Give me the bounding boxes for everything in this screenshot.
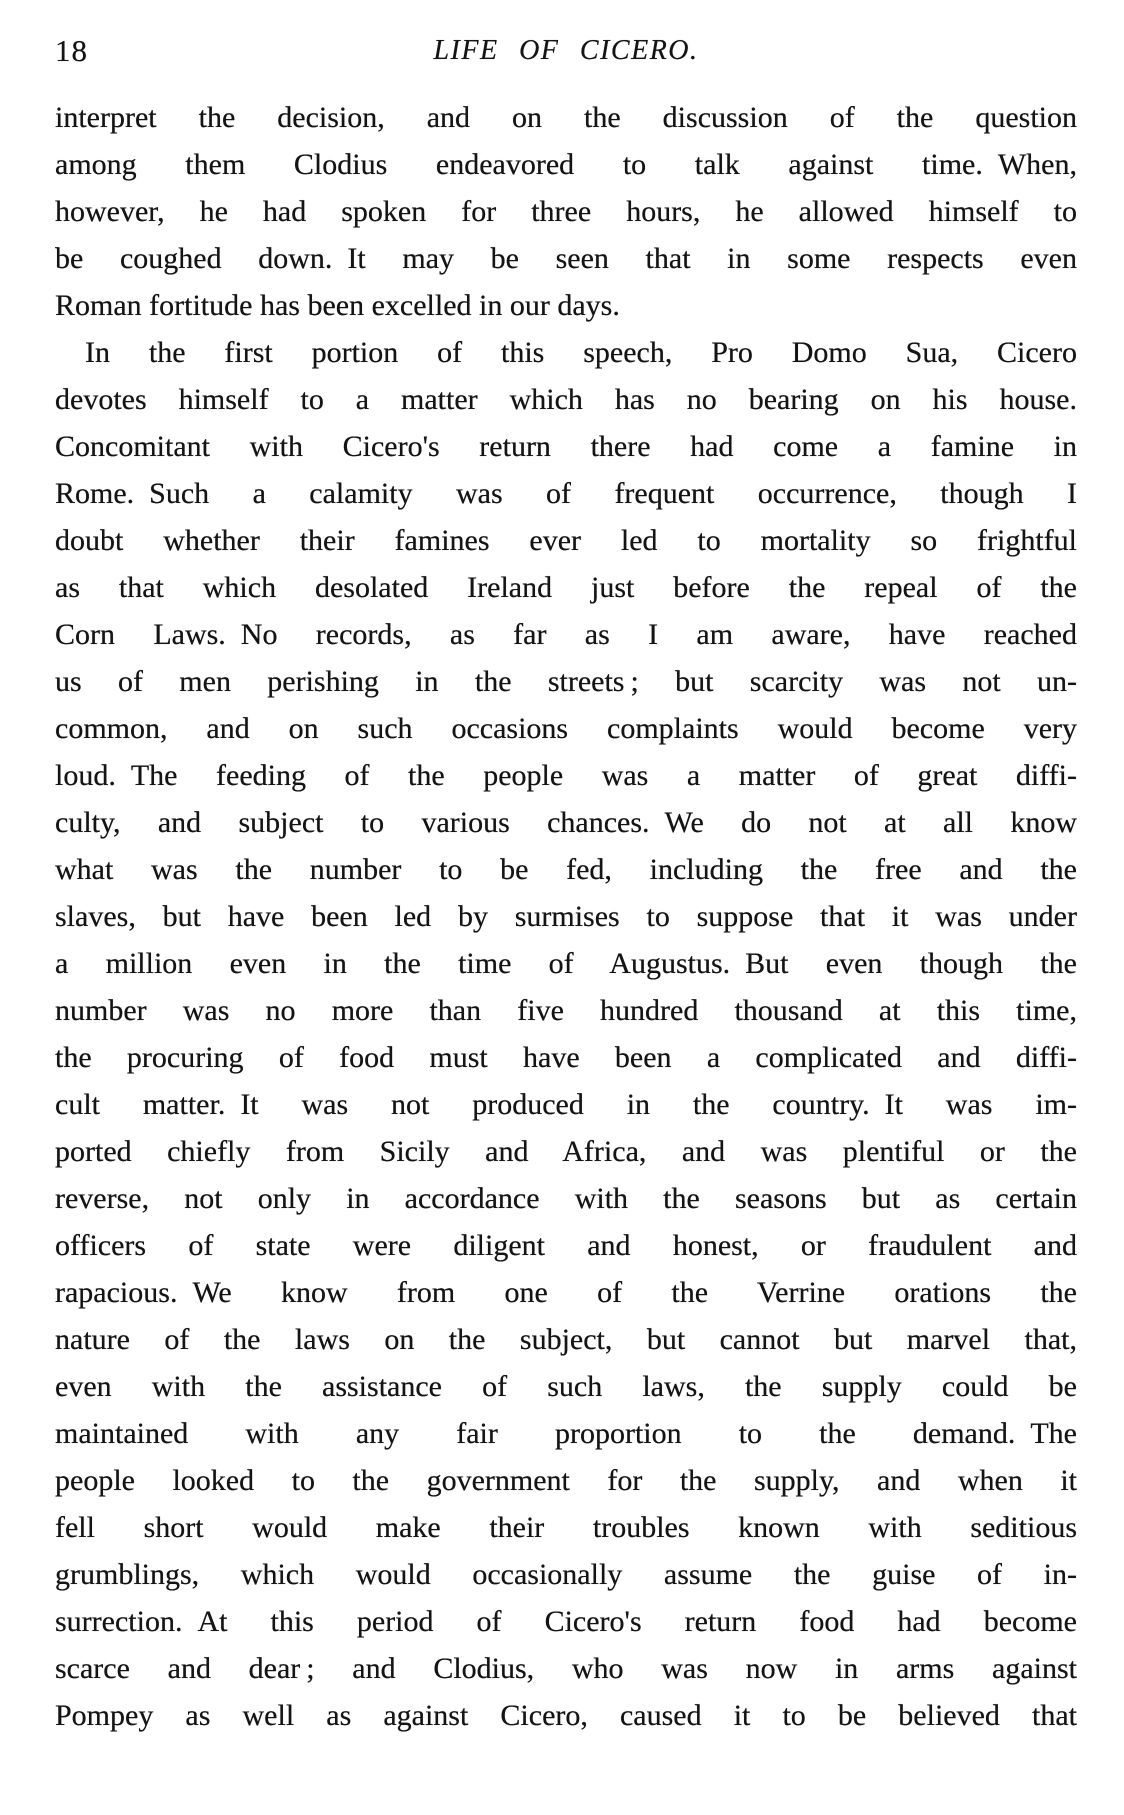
text-line: In the first portion of this speech, Pro Domo Sua, Cicero	[85, 336, 1077, 369]
text-line: however, he had spoken for three hours, he allowed himself to	[55, 195, 1077, 228]
text-line: officers of state were diligent and honest, or fraudulent and	[55, 1229, 1077, 1262]
text-line: loud. The feeding of the people was a matter of great diffi-	[55, 759, 1077, 792]
page-header	[55, 34, 1077, 68]
text-line: culty, and subject to various chances. We do not at all know	[55, 806, 1077, 839]
text-line: Concomitant with Cicero's return there had come a famine in	[55, 430, 1077, 463]
text-line: as that which desolated Ireland just before the repeal of the	[55, 571, 1077, 604]
text-line: the procuring of food must have been a complicated and diffi-	[55, 1041, 1077, 1074]
text-line: rapacious. We know from one of the Verrine orations the	[55, 1276, 1077, 1309]
text-line: interpret the decision, and on the discussion of the question	[55, 101, 1077, 134]
text-body	[55, 94, 1077, 1739]
text-line: common, and on such occasions complaints would become very	[55, 712, 1077, 745]
text-line: be coughed down. It may be seen that in some respects even	[55, 242, 1077, 275]
text-line: fell short would make their troubles known with seditious	[55, 1511, 1077, 1544]
text-line: Corn Laws. No records, as far as I am aware, have reached	[55, 618, 1077, 651]
paragraph	[55, 94, 1077, 329]
text-line: doubt whether their famines ever led to mortality so frightful	[55, 524, 1077, 557]
text-line: people looked to the government for the supply, and when it	[55, 1464, 1077, 1497]
text-line: maintained with any fair proportion to the demand. The	[55, 1417, 1077, 1450]
text-line: a million even in the time of Augustus. But even though the	[55, 947, 1077, 980]
text-line: cult matter. It was not produced in the country. It was im-	[55, 1088, 1077, 1121]
text-line: surrection. At this period of Cicero's return food had become	[55, 1605, 1077, 1638]
text-line: number was no more than five hundred thousand at this time,	[55, 994, 1077, 1027]
text-line: ported chiefly from Sicily and Africa, and was plentiful or the	[55, 1135, 1077, 1168]
text-line: grumblings, which would occasionally assume the guise of in-	[55, 1558, 1077, 1591]
paragraph	[55, 329, 1077, 1739]
text-line: Rome. Such a calamity was of frequent occurrence, though I	[55, 477, 1077, 510]
text-line: Pompey as well as against Cicero, caused it to be believed that	[55, 1699, 1077, 1732]
text-line: nature of the laws on the subject, but cannot but marvel that,	[55, 1323, 1077, 1356]
running-title: LIFE OF CICERO.	[433, 35, 699, 66]
text-line: among them Clodius endeavored to talk against time. When,	[55, 148, 1077, 181]
text-line: devotes himself to a matter which has no bearing on his house.	[55, 383, 1077, 416]
text-line: scarce and dear ; and Clodius, who was now in arms against	[55, 1652, 1077, 1685]
text-line: reverse, not only in accordance with the seasons but as certain	[55, 1182, 1077, 1215]
text-line: us of men perishing in the streets ; but scarcity was not un-	[55, 665, 1077, 698]
text-line: slaves, but have been led by surmises to suppose that it was under	[55, 900, 1077, 933]
text-line: what was the number to be fed, including the free and the	[55, 853, 1077, 886]
page-number: 18	[55, 33, 88, 68]
text-line: Roman fortitude has been excelled in our days.	[55, 289, 620, 322]
text-line: even with the assistance of such laws, the supply could be	[55, 1370, 1077, 1403]
